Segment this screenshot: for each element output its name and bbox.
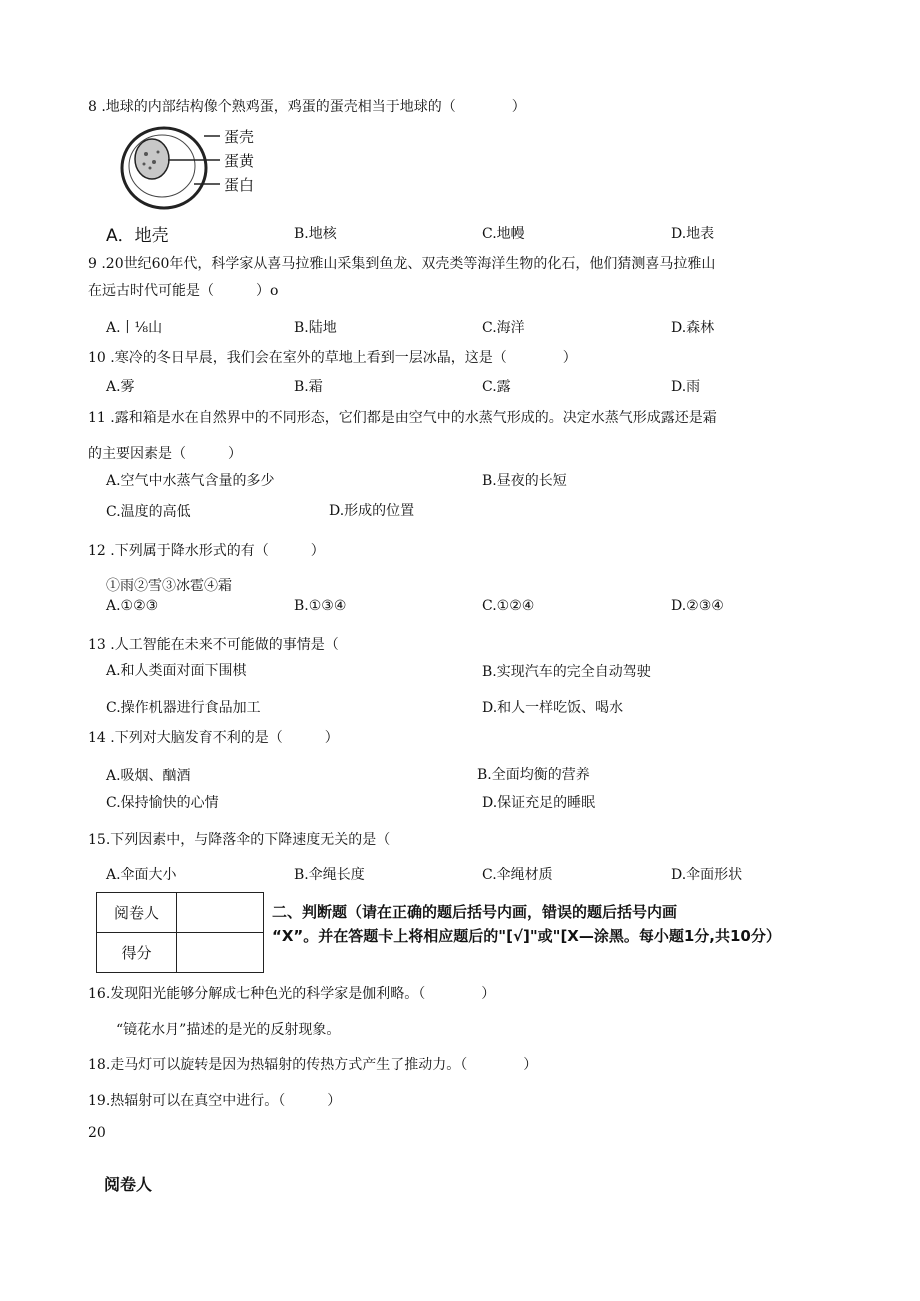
q15-stem: 15.下列因素中，与降落伞的下降速度无关的是（ [88, 832, 391, 848]
q9-option-c: C.海洋 [482, 320, 525, 336]
q15-option-d: D.伞面形状 [671, 867, 743, 883]
q13-option-d: D.和人一样吃饭、喝水 [482, 700, 624, 716]
q10-option-c: C.露 [482, 379, 511, 395]
q14-stem: 14 .下列对大脑发育不利的是（ ） [88, 730, 339, 746]
label-shell: 蛋壳 [224, 128, 255, 146]
q12-option-d: D.②③④ [671, 598, 724, 614]
q12-items: ①雨②雪③冰雹④霜 [106, 578, 232, 594]
q10-option-a: A.雾 [106, 379, 135, 395]
q8-stem: 8 .地球的内部结构像个熟鸡蛋，鸡蛋的蛋壳相当于地球的（ ） [88, 99, 526, 115]
q11-option-a: A.空气中水蒸气含量的多少 [106, 473, 275, 489]
q13-option-c: C.操作机器进行食品加工 [106, 700, 261, 716]
q18-statement: 18.走马灯可以旋转是因为热辐射的传热方式产生了推动力。（ ） [88, 1057, 538, 1073]
q9-stem-line2: 在远古时代可能是（ ）o [88, 283, 279, 299]
q11-option-d: D.形成的位置 [329, 503, 415, 519]
q14-option-a: A.吸烟、酗酒 [106, 768, 191, 784]
q10-stem: 10 .寒冷的冬日早晨，我们会在室外的草地上看到一层冰晶，这是（ ） [88, 350, 577, 366]
q8-option-a: A．地壳 [106, 226, 169, 246]
label-yolk: 蛋黄 [224, 152, 255, 170]
q10-option-b: B.霜 [294, 379, 323, 395]
q9-option-b: B.陆地 [294, 320, 337, 336]
q19-statement: 19.热辐射可以在真空中进行。（ ） [88, 1093, 342, 1109]
q9-option-d: D.森林 [671, 320, 715, 336]
q12-option-c: C.①②④ [482, 598, 535, 614]
q10-option-d: D.雨 [671, 379, 701, 395]
q13-stem: 13 .人工智能在未来不可能做的事情是（ [88, 637, 339, 653]
label-white: 蛋白 [224, 176, 255, 194]
q11-option-b: B.昼夜的长短 [482, 473, 567, 489]
q9-option-a: A.丨⅛山 [106, 320, 163, 336]
q8-option-b: B.地核 [294, 226, 337, 242]
q16-statement: 16.发现阳光能够分解成七种色光的科学家是伽利略。（ ） [88, 986, 496, 1002]
q11-stem-line1: 11 .露和箱是水在自然界中的不同形态，它们都是由空气中的水蒸气形成的。决定水蒸气形成露还是霜 [88, 410, 717, 426]
q11-stem-line2: 的主要因素是（ ） [88, 446, 242, 462]
score-label: 得分 [97, 933, 177, 973]
reviewer-blank [177, 893, 264, 933]
q13-option-a: A.和人类面对面下围棋 [106, 663, 247, 679]
footer-reviewer-label: 阅卷人 [104, 1175, 153, 1194]
q12-stem: 12 .下列属于降水形式的有（ ） [88, 543, 325, 559]
grading-table [96, 892, 264, 973]
q20-number: 20 [88, 1125, 106, 1141]
q15-option-c: C.伞绳材质 [482, 867, 553, 883]
q14-option-b: B.全面均衡的营养 [477, 767, 590, 783]
q17-statement: “镜花水月”描述的是光的反射现象。 [116, 1022, 341, 1038]
q14-option-c: C.保持愉快的心情 [106, 795, 219, 811]
q11-option-c: C.温度的高低 [106, 504, 191, 520]
q15-option-b: B.伞绳长度 [294, 867, 365, 883]
q15-option-a: A.伞面大小 [106, 867, 177, 883]
q14-option-d: D.保证充足的睡眠 [482, 795, 596, 811]
q8-option-c: C.地幔 [482, 226, 525, 242]
egg-figure [116, 122, 266, 218]
q13-option-b: B.实现汽车的完全自动驾驶 [482, 664, 651, 680]
q12-option-b: B.①③④ [294, 598, 347, 614]
q9-stem-line1: 9 .20世纪60年代，科学家从喜马拉雅山采集到鱼龙、双壳类等海洋生物的化石，他们猜测喜马拉雅山 [88, 256, 716, 272]
section2-title-line1: 二、判断题（请在正确的题后括号内画，错误的题后括号内画 [272, 903, 678, 921]
q8-option-d: D.地表 [671, 226, 715, 242]
section2-title-line2: “X”。并在答题卡上将相应题后的"[√]"或"[X—涂黑。每小题1分,共10分） [272, 927, 781, 945]
q12-option-a: A.①②③ [106, 598, 159, 614]
score-blank [177, 933, 264, 973]
reviewer-label: 阅卷人 [97, 893, 177, 933]
